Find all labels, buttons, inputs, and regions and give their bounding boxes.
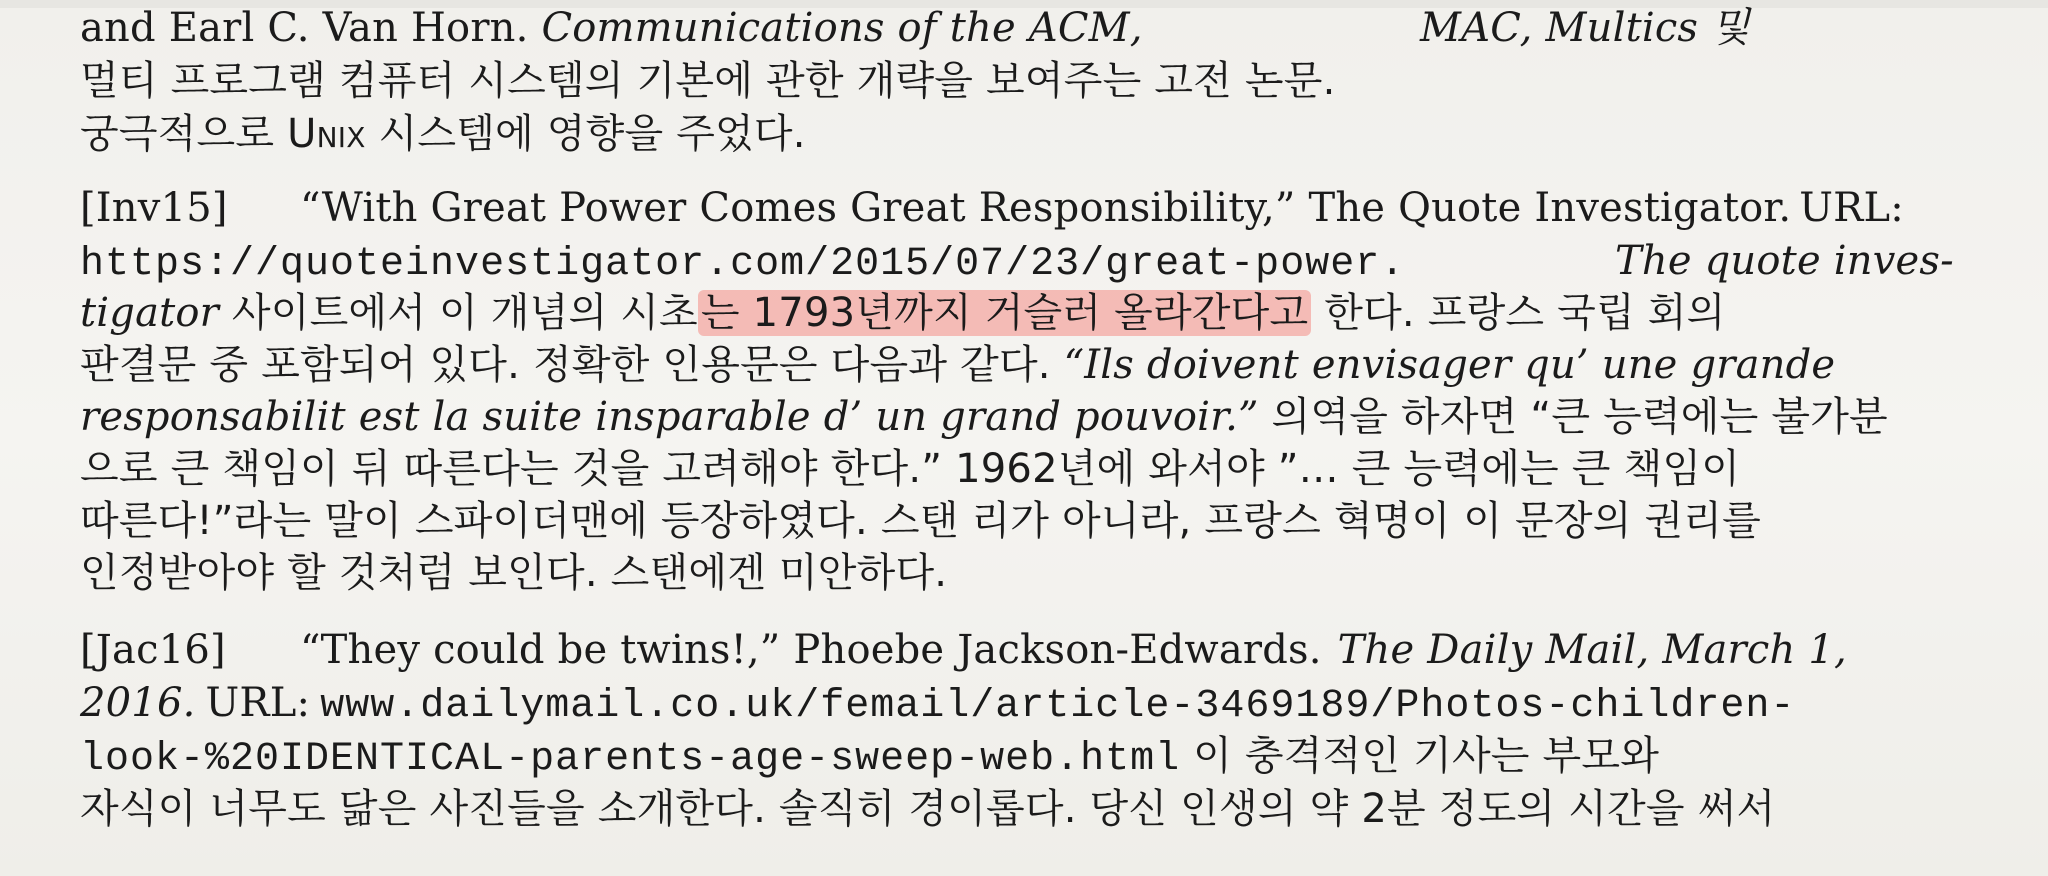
inv15-line6-text: 으로 큰 책임이 뒤 따른다는 것을 고려해야 한다.” 1962년에 와서야 ”… 큰 능력에는 큰 책임이 — [80, 446, 1741, 492]
jac16-line1 — [80, 627, 1847, 673]
jac16-tag: [Jac16] — [80, 627, 226, 673]
section1-line3-text-a: 궁극적으로 — [80, 111, 288, 157]
jac16-title: “They could be twins!,” Phoebe Jackson-Edwards. — [300, 627, 1322, 673]
jac16-url-2: look-%20IDENTICAL-parents-age-sweep-web.html — [80, 737, 1181, 782]
inv15-line4-text-b: “Ils doivent envisager qu’ une grande — [1063, 342, 1836, 388]
jac16-url-1: www.dailymail.co.uk/femail/article-3469189/Photos-children- — [320, 684, 1796, 729]
inv15-italic-1: The quote inves- — [1615, 238, 1954, 284]
inv15-line8 — [80, 550, 948, 596]
inv15-line5-text-a: responsabilit est la suite insparable d’ un grand pouvoir.” — [80, 394, 1259, 440]
section1-line2-text: 멀티 프로그램 컴퓨터 시스템의 기본에 관한 개략을 보여주는 고전 논문. — [80, 58, 1336, 104]
inv15-tag: [Inv15] — [80, 185, 228, 231]
inv15-url: https://quoteinvestigator.com/2015/07/23/great-power. — [80, 242, 1406, 287]
section1-line1 — [80, 5, 1750, 51]
jac16-year: 2016. — [80, 680, 196, 726]
jac16-url-label: URL: — [205, 680, 311, 726]
inv15-url-label: URL: — [1799, 185, 1904, 231]
inv15-line4-text-a: 판결문 중 포함되어 있다. 정확한 인용문은 다음과 같다. — [80, 342, 1064, 388]
jac16-line4 — [80, 786, 1776, 832]
section1-line3-text-c: 시스템에 영향을 주었다. — [365, 111, 806, 157]
inv15-line7 — [80, 498, 1761, 544]
inv15-line3-text-b: 한다. 프랑스 국립 회의 — [1311, 290, 1726, 336]
inv15-line3-text-a: 사이트에서 이 개념의 시초 — [219, 290, 698, 336]
inv15-line5 — [80, 394, 1888, 440]
inv15-italic-2: tigator — [80, 290, 219, 336]
inv15-line4 — [80, 342, 1836, 388]
inv15-line6 — [80, 446, 1741, 492]
inv15-line2 — [80, 238, 1954, 287]
inv15-line5-text-b: 의역을 하자면 “큰 능력에는 불가분 — [1258, 394, 1888, 440]
inv15-line7-text: 따른다!”라는 말이 스파이더맨에 등장하였다. 스탠 리가 아니라, 프랑스 혁명이 이 문장의 권리를 — [80, 498, 1761, 544]
section1-line2 — [80, 58, 1336, 104]
jac16-line4-text: 자식이 너무도 닮은 사진들을 소개한다. 솔직히 경이롭다. 당신 인생의 약 2분 정도의 시간을 써서 — [80, 786, 1776, 832]
jac16-line3 — [80, 733, 1660, 782]
inv15-line1 — [80, 185, 1904, 231]
inv15-line3 — [80, 290, 1726, 336]
section1-line3-text-b: Unix — [287, 111, 366, 157]
inv15-title: “With Great Power Comes Great Responsibility,” The Quote Investigator. — [300, 185, 1792, 231]
inv15-highlighted-text: 는 1793년까지 거슬러 올라간다고 — [698, 290, 1311, 336]
jac16-publication: The Daily Mail, March 1, — [1337, 627, 1847, 673]
section1-line1-text-a: and Earl C. Van Horn. — [80, 5, 542, 51]
inv15-line8-text: 인정받아야 할 것처럼 보인다. 스탠에겐 미안하다. — [80, 550, 948, 596]
jac16-line3-text-b: 이 충격적인 기사는 부모와 — [1180, 733, 1660, 779]
section1-line1-text-b: Communications of the ACM, — [541, 5, 1143, 51]
jac16-line2 — [80, 680, 1796, 729]
section1-line1-text-c: MAC, Multics 및 — [1420, 5, 1750, 51]
section1-line3 — [80, 111, 806, 157]
